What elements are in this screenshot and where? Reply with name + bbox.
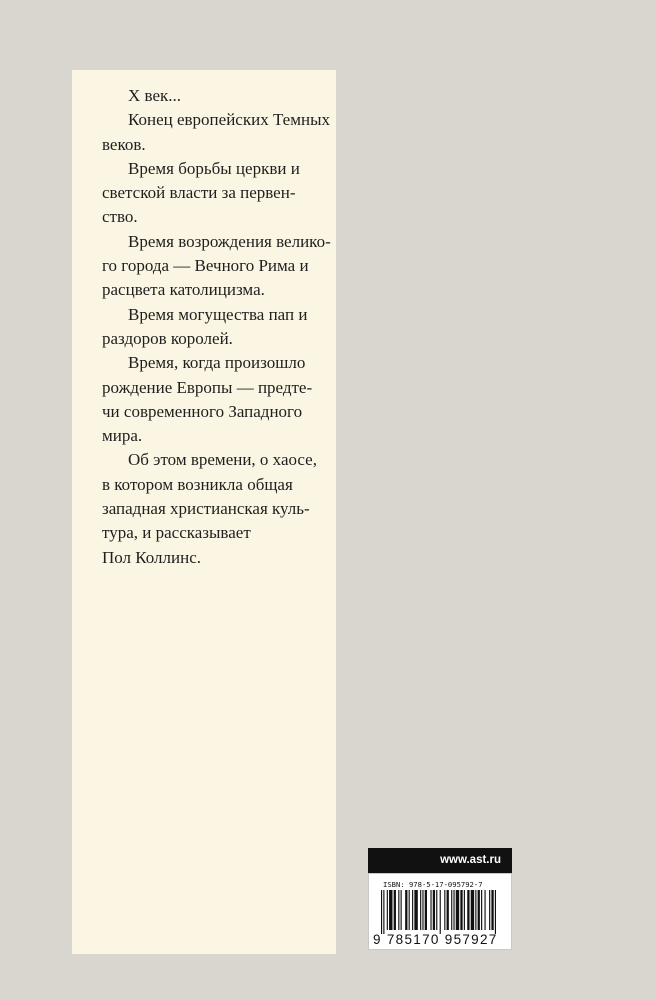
barcode-bar (394, 890, 396, 930)
isbn-label: ISBN: 978-5-17-095792-7 (383, 880, 483, 889)
blurb-panel (72, 70, 336, 954)
blurb-line: Время возрождения велико- (128, 231, 331, 251)
barcode-bar (405, 890, 407, 930)
barcode-bar (491, 890, 493, 930)
blurb-line: Время могущества пап и (128, 304, 308, 324)
blurb-line: чи современного Западного (102, 401, 303, 421)
barcode-bar (444, 890, 445, 930)
barcode-bar (425, 890, 427, 930)
barcode-bar (453, 890, 454, 930)
barcode-bar (467, 890, 469, 930)
barcode-bar (485, 890, 486, 930)
blurb-line: мира. (102, 426, 143, 446)
barcode-bar (489, 890, 490, 930)
barcode-box (368, 873, 512, 950)
blurb-line: Об этом времени, о хаосе, (128, 450, 317, 470)
barcode-bar (471, 890, 474, 930)
barcode-bar (456, 890, 459, 930)
barcode-bar (422, 890, 423, 930)
barcode-bar (430, 890, 431, 930)
barcode-bar (414, 890, 417, 930)
barcode-bar (447, 890, 449, 930)
barcode-bar (420, 890, 421, 930)
blurb-line: Пол Коллинс. (102, 547, 202, 567)
barcode-bar (436, 890, 437, 930)
barcode-bar (412, 890, 413, 930)
blurb-line: Х век... (128, 86, 182, 105)
blurb-line: тура, и рассказывает (102, 523, 251, 543)
barcode-bar (495, 890, 496, 934)
blurb-line: Время борьбы церкви и (128, 158, 300, 178)
barcode-bar (381, 890, 382, 934)
blurb-line: ство. (102, 207, 138, 227)
blurb-line: веков. (102, 134, 146, 154)
barcode-bar (440, 890, 441, 934)
barcode-bar (464, 890, 465, 930)
blurb-line: рождение Европы — предте- (102, 377, 313, 397)
blurb-line: в котором возникла общая (102, 474, 293, 494)
blurb-line: го города — Вечного Рима и (102, 256, 309, 276)
blurb-line: раздоров королей. (102, 328, 233, 348)
barcode-bar (460, 890, 462, 930)
barcode-bar (481, 890, 482, 930)
barcode-bar (398, 890, 399, 930)
barcode-bar (433, 890, 435, 930)
blurb-text (102, 84, 338, 570)
publisher-website: www.ast.ru (368, 848, 512, 873)
barcode-bar (478, 890, 480, 930)
blurb-line: светской власти за первен- (102, 183, 296, 203)
barcode-bar (451, 890, 452, 930)
barcode-bar (409, 890, 410, 930)
barcode-bar (401, 890, 402, 930)
blurb-line: Конец европейских Темных (128, 110, 331, 130)
blurb-line: Время, когда произошло (128, 353, 306, 373)
barcode-bar (475, 890, 476, 930)
blurb-line: расцвета католицизма. (102, 280, 265, 300)
blurb-line: западная христианская куль- (102, 499, 310, 519)
barcode-bar (387, 890, 388, 930)
barcode-bar (389, 890, 392, 930)
ean-digits: 9 785170 957927 (373, 932, 498, 947)
barcode-bar (383, 890, 384, 934)
